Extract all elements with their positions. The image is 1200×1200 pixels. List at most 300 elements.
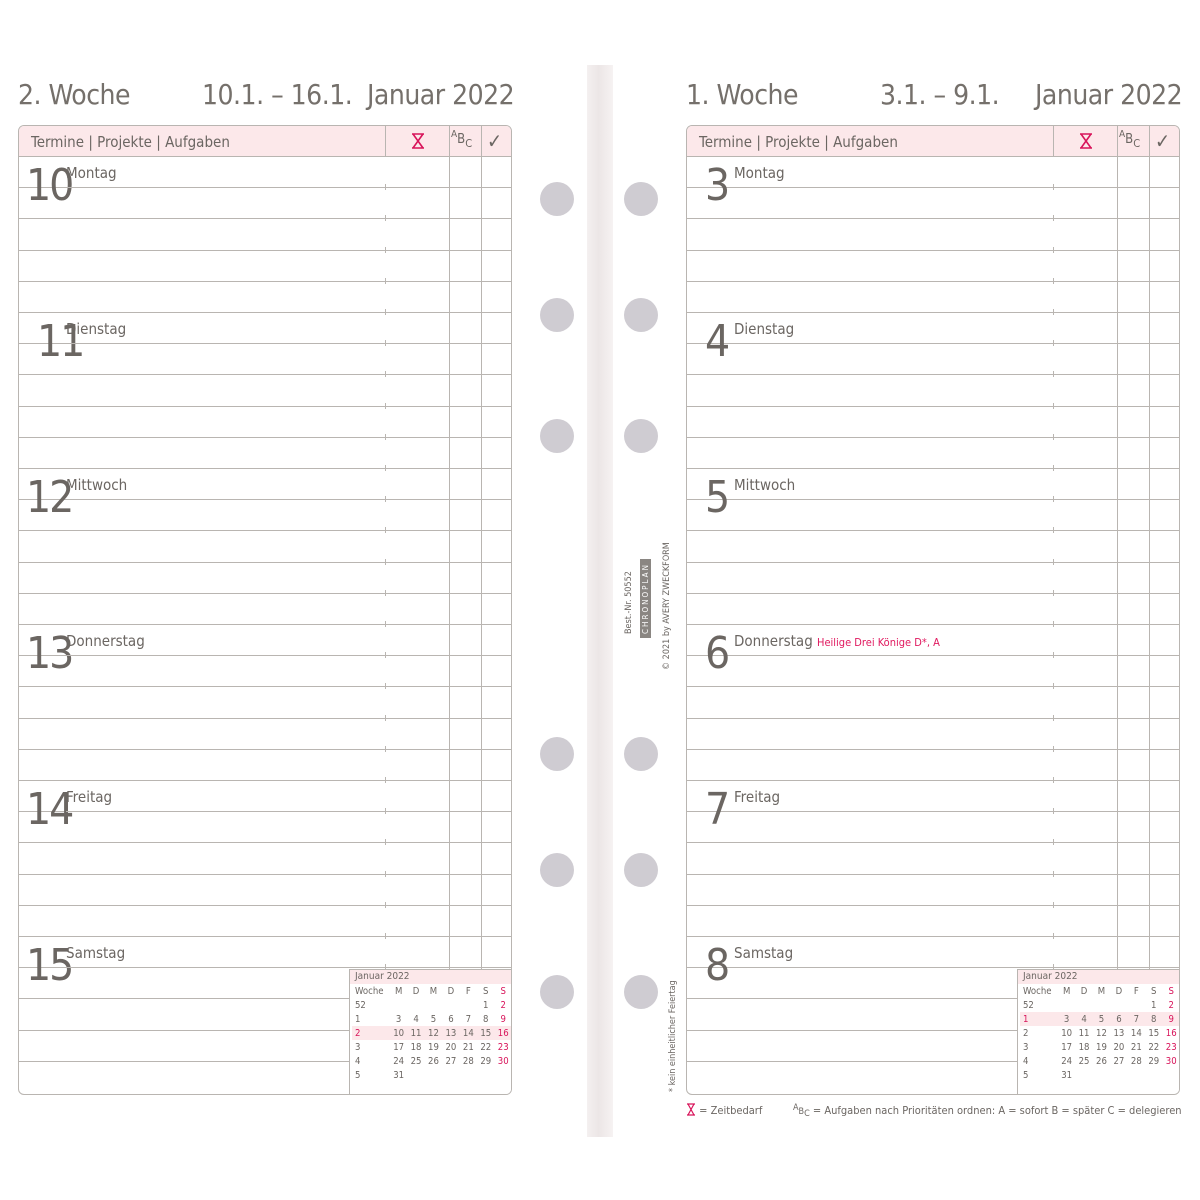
day-underline — [66, 967, 349, 968]
mini-calendar-cell: 26 — [1096, 1055, 1107, 1067]
time-tick — [385, 247, 386, 253]
writing-line — [687, 842, 1179, 843]
writing-line — [687, 874, 1179, 875]
writing-line — [687, 749, 1179, 750]
time-tick — [1053, 715, 1054, 721]
mini-calendar-header: M — [1062, 985, 1071, 997]
day-number: 3 — [705, 160, 729, 211]
mini-calendar-cell: 52 — [1023, 999, 1034, 1011]
time-tick — [1053, 434, 1054, 440]
day-separator — [19, 780, 511, 781]
writing-line — [19, 562, 511, 563]
mini-calendar-cell — [1075, 1068, 1092, 1082]
time-tick — [1053, 527, 1054, 533]
day-name: Montag — [734, 164, 785, 182]
day-number: 4 — [705, 316, 729, 367]
day-underline — [734, 499, 1053, 500]
time-tick — [1053, 215, 1054, 221]
column-header — [687, 126, 1179, 157]
mini-calendar-cell: 7 — [465, 1013, 472, 1025]
date-range: 3.1. – 9.1. — [880, 78, 1000, 111]
mini-calendar-week — [1020, 1026, 1180, 1040]
day-number: 12 — [26, 472, 73, 523]
mini-calendar-header: D — [412, 985, 420, 997]
right-page — [668, 0, 1188, 1200]
mini-calendar-cell: 14 — [1130, 1027, 1142, 1039]
legend-zeitbedarf — [686, 1103, 762, 1117]
time-tick — [385, 746, 386, 752]
day-number: 5 — [705, 472, 729, 523]
day-number: 13 — [26, 628, 73, 679]
day-separator — [19, 936, 511, 937]
day-separator — [19, 312, 511, 313]
day-number: 15 — [26, 940, 73, 991]
day-name: Mittwoch — [66, 476, 128, 494]
mini-calendar-cell: 26 — [428, 1055, 439, 1067]
mini-calendar-cell: 1 — [355, 1013, 361, 1025]
writing-line — [19, 250, 511, 251]
mini-calendar-week — [352, 1012, 512, 1026]
mini-calendar-title: Januar 2022 — [1018, 970, 1180, 984]
mini-calendar-cell: 2 — [1023, 1027, 1029, 1039]
time-tick — [1053, 559, 1054, 565]
mini-calendar-cell — [442, 998, 459, 1012]
mini-calendar-cell: 25 — [1078, 1055, 1090, 1067]
page-fold — [587, 65, 613, 1137]
time-tick — [1053, 933, 1054, 939]
time-tick — [385, 465, 386, 471]
mini-calendar-cell: 5 — [1023, 1069, 1029, 1081]
day-name: Montag — [66, 164, 117, 182]
mini-calendar-cell: 18 — [1078, 1041, 1090, 1053]
time-tick — [385, 340, 386, 346]
mini-calendar-cell: 4 — [413, 1013, 419, 1025]
mini-calendar-cell: 8 — [483, 1013, 489, 1025]
time-tick — [1053, 496, 1054, 502]
time-tick — [385, 683, 386, 689]
mini-calendar-cell: 1 — [1151, 999, 1157, 1011]
time-tick — [1053, 683, 1054, 689]
mini-calendar-cell: 21 — [462, 1041, 474, 1053]
priority-abc-label: $^AB_C$ — [451, 129, 473, 150]
mini-calendar-header: S — [1151, 985, 1157, 997]
column-divider — [1053, 126, 1054, 156]
mini-calendar-header: M — [394, 985, 403, 997]
mini-calendar-cell: 31 — [393, 1069, 405, 1081]
writing-line — [687, 218, 1179, 219]
mini-calendar-cell — [1145, 1068, 1162, 1082]
writing-line — [19, 437, 511, 438]
mini-calendar-cell: 9 — [1162, 1012, 1180, 1026]
mini-calendar-header: S — [1168, 985, 1174, 997]
writing-line — [687, 437, 1179, 438]
mini-calendar-header: M — [429, 985, 438, 997]
mini-calendar-cell: 30 — [1165, 1055, 1177, 1067]
mini-calendar-cell — [477, 1068, 494, 1082]
mini-calendar-week — [1020, 1040, 1180, 1054]
mini-calendar-cell: 27 — [1113, 1055, 1125, 1067]
writing-line — [19, 281, 511, 282]
day-separator — [687, 468, 1179, 469]
mini-calendar-cell — [407, 998, 424, 1012]
mini-calendar-cell: 8 — [1145, 1012, 1162, 1026]
day-separator — [687, 312, 1179, 313]
day-name: Dienstag — [66, 320, 127, 338]
writing-line — [687, 998, 1017, 999]
binder-hole — [624, 853, 658, 887]
writing-line — [19, 374, 511, 375]
mini-calendar-cell — [425, 998, 442, 1012]
day-underline — [734, 343, 1053, 344]
left-page — [0, 0, 520, 1200]
holiday-label: Heilige Drei Könige D*, A — [817, 636, 940, 649]
hourglass-icon — [686, 1103, 696, 1116]
column-divider — [385, 126, 386, 156]
mini-calendar-cell: 3 — [1023, 1041, 1029, 1053]
writing-line — [19, 218, 511, 219]
time-tick — [385, 434, 386, 440]
time-tick — [1053, 871, 1054, 877]
mini-calendar-cell: 16 — [1165, 1027, 1177, 1039]
mini-calendar-cell: 14 — [460, 1026, 477, 1040]
time-tick — [1053, 652, 1054, 658]
mini-calendar-cell — [1075, 998, 1092, 1012]
week-label: 2. Woche — [18, 78, 131, 111]
mini-calendar-cell: 6 — [448, 1013, 454, 1025]
mini-calendar-cell: 5 — [430, 1013, 437, 1025]
time-tick — [1053, 839, 1054, 845]
time-tick — [385, 933, 386, 939]
mini-calendar-cell — [1093, 1068, 1110, 1082]
binder-hole — [540, 853, 574, 887]
hourglass-icon — [410, 132, 426, 150]
writing-line — [687, 281, 1179, 282]
binder-hole — [624, 182, 658, 216]
day-number: 6 — [705, 628, 729, 679]
time-tick — [385, 559, 386, 565]
writing-line — [687, 593, 1179, 594]
writing-line — [19, 718, 511, 719]
time-tick — [385, 777, 386, 783]
time-tick — [1053, 340, 1054, 346]
writing-line — [687, 718, 1179, 719]
mini-calendar-week — [1020, 1012, 1180, 1026]
mini-calendar-cell: 24 — [393, 1055, 405, 1067]
mini-calendar-cell: 17 — [393, 1041, 405, 1053]
binder-hole — [624, 419, 658, 453]
writing-line — [687, 562, 1179, 563]
time-tick — [385, 808, 386, 814]
day-underline — [66, 811, 385, 812]
writing-line — [687, 1030, 1017, 1031]
month-label: Januar 2022 — [1035, 78, 1183, 111]
time-tick — [385, 184, 386, 190]
writing-line — [687, 406, 1179, 407]
done-check-header: ✓ — [1155, 129, 1171, 153]
time-tick — [385, 496, 386, 502]
mini-calendar-cell: 6 — [1110, 1012, 1127, 1026]
mini-calendar-cell: 20 — [1113, 1041, 1125, 1053]
day-name: Donnerstag — [66, 632, 145, 650]
day-separator — [19, 624, 511, 625]
brand-badge: CHRONOPLAN — [640, 559, 651, 638]
time-tick — [1053, 247, 1054, 253]
mini-calendar-cell — [1058, 998, 1075, 1012]
day-name: Donnerstag — [734, 632, 813, 650]
mini-calendar-cell: 4 — [355, 1055, 361, 1067]
mini-calendar-cell — [407, 1068, 424, 1082]
day-separator — [19, 468, 511, 469]
writing-line — [687, 686, 1179, 687]
time-tick — [385, 403, 386, 409]
writing-line — [687, 374, 1179, 375]
time-tick — [1053, 465, 1054, 471]
mini-calendar-cell: 3 — [395, 1013, 402, 1025]
mini-calendar-cell — [1128, 998, 1145, 1012]
time-tick — [1053, 746, 1054, 752]
time-tick — [1053, 278, 1054, 284]
column-title: Termine | Projekte | Aufgaben — [699, 133, 898, 151]
binder-hole — [624, 975, 658, 1009]
order-number: Best.-Nr. 50552 — [624, 571, 634, 634]
mini-calendar-cell: 10 — [1061, 1027, 1073, 1039]
time-tick — [385, 215, 386, 221]
hourglass-icon — [1078, 132, 1094, 150]
writing-line — [19, 749, 511, 750]
mini-calendar-week — [1020, 1054, 1180, 1068]
legend-abc-text: = Aufgaben nach Prioritäten ordnen: A = sofort B = später C = delegieren — [812, 1104, 1182, 1117]
mini-calendar-cell: 23 — [497, 1041, 509, 1053]
mini-calendar-week — [352, 1068, 512, 1082]
mini-calendar-header: Woche — [1023, 985, 1052, 997]
mini-calendar-cell: 1 — [1020, 1012, 1058, 1026]
mini-calendar-cell: 20 — [445, 1041, 457, 1053]
mini-calendar-cell: 29 — [1148, 1055, 1160, 1067]
mini-calendar-cell: 5 — [1093, 1012, 1110, 1026]
mini-calendar-week — [352, 1040, 512, 1054]
writing-line — [19, 1061, 349, 1062]
mini-calendar-cell — [425, 1068, 442, 1082]
holiday-note: * kein einheitlicher Feiertag — [668, 980, 678, 1092]
day-name: Freitag — [734, 788, 781, 806]
day-separator — [687, 936, 1179, 937]
week-label: 1. Woche — [686, 78, 799, 111]
day-number: 11 — [37, 316, 84, 367]
binder-hole — [540, 182, 574, 216]
copyright: © 2021 by AVERY ZWECKFORM — [662, 542, 672, 670]
time-tick — [1053, 309, 1054, 315]
mini-calendar-cell: 7 — [1128, 1012, 1145, 1026]
day-name: Dienstag — [734, 320, 795, 338]
mini-calendar-cell: 25 — [410, 1055, 422, 1067]
mini-calendar-cell — [1110, 1068, 1127, 1082]
writing-line — [19, 686, 511, 687]
mini-calendar-cell — [1110, 998, 1127, 1012]
mini-calendar-cell — [390, 998, 407, 1012]
mini-calendar-cell: 28 — [462, 1055, 474, 1067]
day-name: Samstag — [734, 944, 794, 962]
mini-calendar-week — [352, 1054, 512, 1068]
day-underline — [734, 187, 1053, 188]
mini-calendar-cell: 19 — [428, 1041, 439, 1053]
writing-line — [19, 842, 511, 843]
time-tick — [1053, 621, 1054, 627]
day-number: 10 — [26, 160, 73, 211]
time-tick — [385, 902, 386, 908]
mini-calendar-cell: 17 — [1061, 1041, 1073, 1053]
mini-calendar-cell — [1162, 1068, 1180, 1082]
mini-calendar-week — [352, 998, 512, 1012]
mini-calendar-week — [1020, 998, 1180, 1012]
day-underline — [66, 655, 385, 656]
month-label: Januar 2022 — [367, 78, 515, 111]
writing-line — [19, 998, 349, 999]
writing-line — [19, 406, 511, 407]
day-separator — [687, 624, 1179, 625]
mini-calendar-week — [352, 1026, 512, 1040]
mini-calendar-cell: 15 — [477, 1026, 494, 1040]
mini-calendar-cell: 29 — [480, 1055, 492, 1067]
mini-calendar-header: F — [465, 985, 471, 997]
mini-calendar-cell — [1093, 998, 1110, 1012]
day-number: 7 — [705, 784, 729, 835]
mini-calendar-header: S — [500, 985, 506, 997]
writing-line — [19, 1030, 349, 1031]
binder-hole — [540, 975, 574, 1009]
mini-calendar-cell — [494, 1068, 512, 1082]
time-tick — [1053, 808, 1054, 814]
mini-calendar — [1017, 969, 1180, 1095]
day-underline — [734, 967, 1017, 968]
mini-calendar-cell — [460, 1068, 477, 1082]
time-tick — [385, 278, 386, 284]
mini-calendar-cell: 3 — [355, 1041, 361, 1053]
mini-calendar-cell: 31 — [1061, 1069, 1073, 1081]
mini-calendar — [349, 969, 512, 1095]
column-title: Termine | Projekte | Aufgaben — [31, 133, 230, 151]
mini-calendar-cell: 9 — [500, 1013, 506, 1025]
time-tick — [1053, 371, 1054, 377]
mini-calendar-cell: 27 — [445, 1055, 457, 1067]
day-underline — [734, 655, 1053, 656]
mini-calendar-header: D — [1115, 985, 1123, 997]
mini-calendar-cell: 2 — [1168, 999, 1174, 1011]
mini-calendar-header: S — [483, 985, 489, 997]
time-tick — [385, 839, 386, 845]
day-separator — [687, 780, 1179, 781]
time-tick — [1053, 902, 1054, 908]
day-underline — [66, 343, 385, 344]
mini-calendar-cell: 13 — [442, 1026, 459, 1040]
binder-hole — [540, 737, 574, 771]
day-number: 8 — [705, 940, 729, 991]
mini-calendar-cell: 21 — [1130, 1041, 1142, 1053]
writing-line — [687, 250, 1179, 251]
mini-calendar-cell: 12 — [1096, 1027, 1107, 1039]
mini-calendar-cell: 3 — [1058, 1012, 1075, 1026]
mini-calendar-header: D — [1080, 985, 1088, 997]
legend-zeitbedarf-text: = Zeitbedarf — [699, 1104, 763, 1117]
day-name: Samstag — [66, 944, 126, 962]
mini-calendar-cell — [1128, 1068, 1145, 1082]
mini-calendar-header: M — [1097, 985, 1106, 997]
day-underline — [66, 187, 385, 188]
time-tick — [1053, 403, 1054, 409]
mini-calendar-cell: 13 — [1113, 1027, 1125, 1039]
mini-calendar-header: F — [1133, 985, 1139, 997]
time-tick — [385, 621, 386, 627]
time-tick — [385, 871, 386, 877]
day-name: Mittwoch — [734, 476, 796, 494]
time-tick — [385, 527, 386, 533]
mini-calendar-cell: 10 — [390, 1026, 407, 1040]
priority-abc-label: $^AB_C$ — [1119, 129, 1141, 150]
mini-calendar-cell: 23 — [1165, 1041, 1177, 1053]
time-tick — [1053, 184, 1054, 190]
writing-line — [19, 874, 511, 875]
binder-hole — [624, 737, 658, 771]
mini-calendar-cell: 19 — [1096, 1041, 1107, 1053]
binder-hole — [624, 298, 658, 332]
mini-calendar-title: Januar 2022 — [350, 970, 512, 984]
mini-calendar-cell: 11 — [1078, 1027, 1090, 1039]
mini-calendar-cell: 4 — [1023, 1055, 1029, 1067]
mini-calendar-cell: 52 — [355, 999, 366, 1011]
done-check-header: ✓ — [487, 129, 503, 153]
mini-calendar-cell: 24 — [1061, 1055, 1073, 1067]
column-header — [19, 126, 511, 157]
time-tick — [385, 652, 386, 658]
writing-line — [19, 905, 511, 906]
mini-calendar-cell: 11 — [407, 1026, 424, 1040]
binder-hole — [540, 419, 574, 453]
writing-line — [19, 530, 511, 531]
mini-calendar-cell — [460, 998, 477, 1012]
mini-calendar-cell: 15 — [1148, 1027, 1160, 1039]
writing-line — [687, 530, 1179, 531]
mini-calendar-cell: 22 — [1148, 1041, 1160, 1053]
mini-calendar-cell: 5 — [355, 1069, 361, 1081]
mini-calendar-header: D — [447, 985, 455, 997]
time-tick — [385, 590, 386, 596]
writing-line — [687, 1061, 1017, 1062]
mini-calendar-cell: 28 — [1130, 1055, 1142, 1067]
mini-calendar-cell: 2 — [500, 999, 506, 1011]
day-grid — [686, 125, 1180, 1095]
binder-hole — [540, 298, 574, 332]
mini-calendar-cell: 1 — [483, 999, 489, 1011]
day-grid — [18, 125, 512, 1095]
mini-calendar-cell: 16 — [494, 1026, 512, 1040]
time-tick — [1053, 590, 1054, 596]
date-range: 10.1. – 16.1. — [202, 78, 353, 111]
mini-calendar-cell: 18 — [410, 1041, 422, 1053]
mini-calendar-cell — [442, 1068, 459, 1082]
writing-line — [19, 593, 511, 594]
mini-calendar-cell: 12 — [425, 1026, 442, 1040]
writing-line — [687, 905, 1179, 906]
mini-calendar-cell: 2 — [352, 1026, 390, 1040]
mini-calendar-week — [1020, 1068, 1180, 1082]
time-tick — [385, 715, 386, 721]
day-underline — [66, 499, 385, 500]
day-number: 14 — [26, 784, 73, 835]
mini-calendar-cell: 4 — [1075, 1012, 1092, 1026]
mini-calendar-header: Woche — [355, 985, 384, 997]
mini-calendar-cell: 30 — [497, 1055, 509, 1067]
mini-calendar-cell: 22 — [480, 1041, 492, 1053]
time-tick — [1053, 777, 1054, 783]
